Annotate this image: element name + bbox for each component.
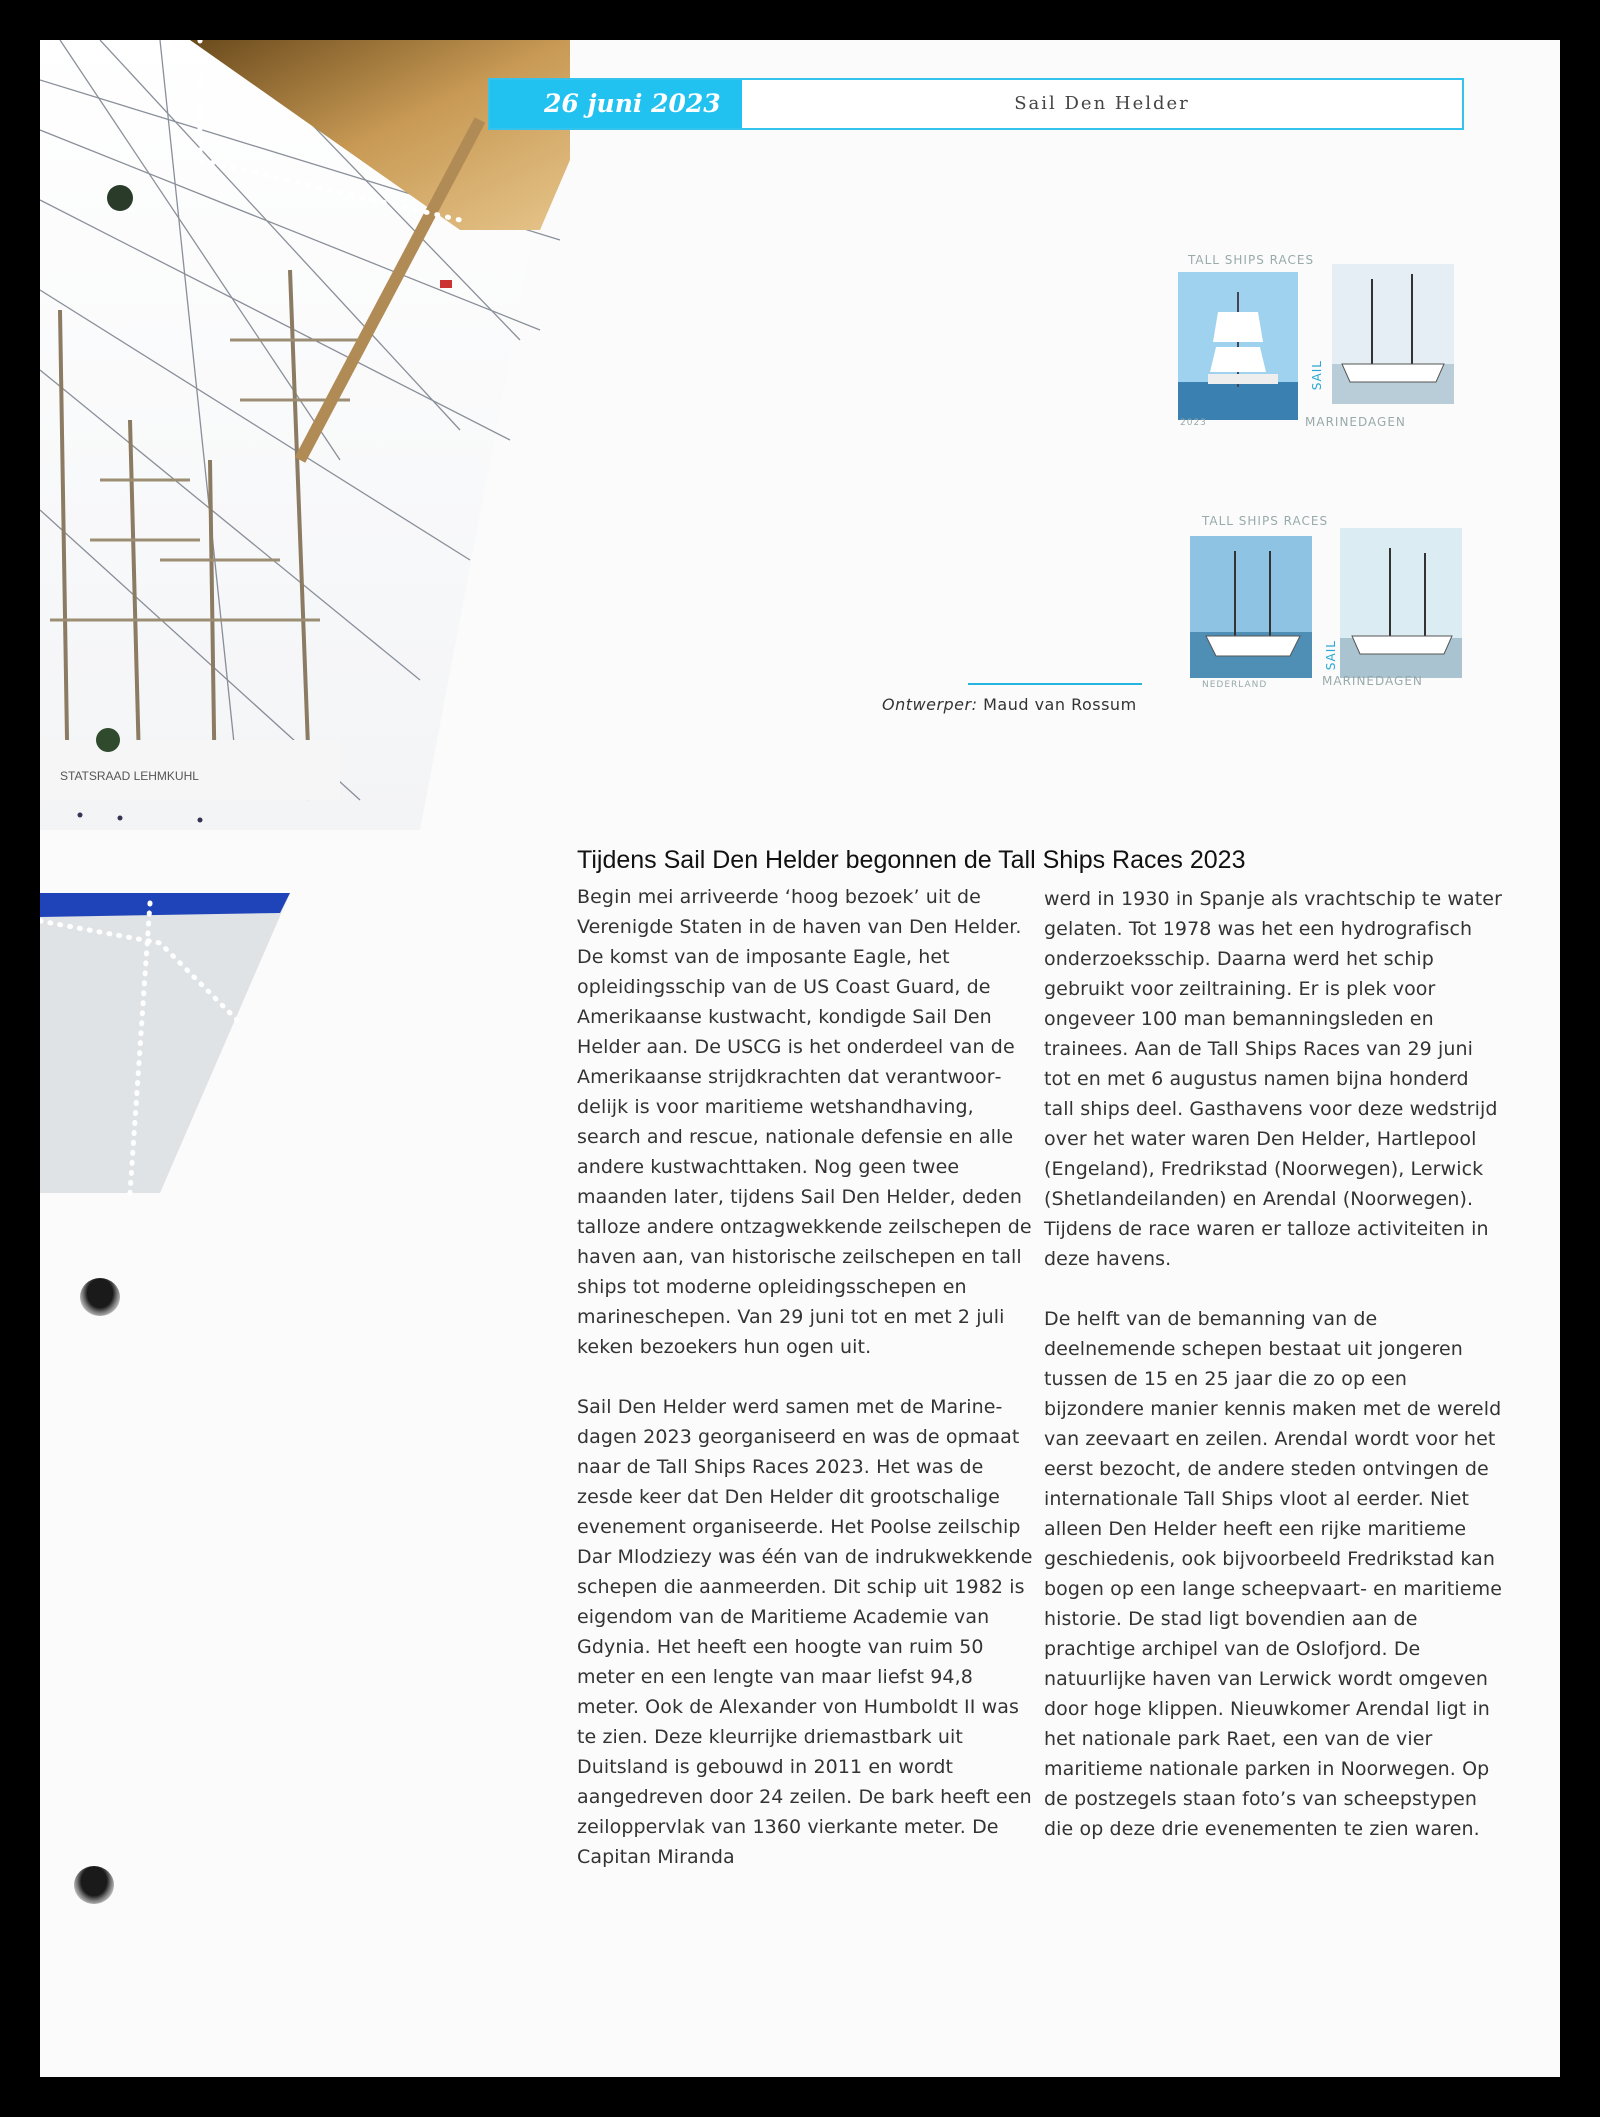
stamp-caption-bottom: MARINEDAGEN (1322, 674, 1423, 688)
article-paragraph: De helft van de bemanning van de deelnemende schepen bestaat uit jongeren tussen de 15 en 25 jaar die zo op een bijzondere manier kennis maken met de wereld van zeevaart en zeilen. Arendal wordt voor het eerst bezocht, de andere steden ontvingen de internationale Tall Ships vloot al eerder. Niet alleen Den Helder heeft een rijke maritieme geschiedenis, ook bijvoorbeeld Fredrikstad kan bogen op een lange scheepvaart- en maritieme historie. De stad ligt bovendien aan de prachtige archipel van de Oslofjord. De natuurlijke haven van Lerwick wordt omgeven door hoge klippen. Nieuwkomer Arendal ligt in het nationale park Raet, een van de vier maritieme nationale parken in Noorwegen. Op de postzegels staan foto’s van scheepstypen die op deze drie evenementen te zien waren. (1044, 1308, 1502, 1840)
article-column-right (1044, 884, 1504, 1874)
ship-rigging-photo (40, 40, 600, 830)
stamp-side-text: SAIL (1324, 640, 1338, 671)
stamp-year: 2023 (1180, 418, 1207, 428)
stamp (1340, 528, 1462, 678)
stamp (1190, 536, 1312, 678)
article-paragraph: werd in 1930 in Spanje als vrachtschip te water gelaten. Tot 1978 was het een hydrografisch onderzoeksschip. Daarna werd het schip gebruikt voor zeiltraining. Er is plek voor ongeveer 100 man bemanningsleden en trainees. Aan de Tall Ships Races van 29 juni tot en met 6 augustus namen bijna honderd tall ships deel. Gasthavens voor deze wedstrijd over het water waren Den Helder, Hartlepool (Engeland), Fredrikstad (Noorwegen), Lerwick (Shetlandeilanden) en Arendal (Noorwegen). Tijdens de race waren er talloze activiteiten in deze havens. (1044, 888, 1503, 1270)
article-title: Tijdens Sail Den Helder begonnen de Tall Ships Races 2023 (577, 846, 1246, 874)
stamp-caption-bottom: MARINEDAGEN (1305, 415, 1406, 429)
designer-divider (968, 683, 1142, 685)
designer-label: Ontwerper: (882, 695, 978, 714)
article-column-left (577, 882, 1037, 1902)
stamp-caption: TALL SHIPS RACES (1188, 253, 1315, 267)
stamp (1332, 264, 1454, 404)
stamp (1178, 272, 1298, 420)
page-title: Sail Den Helder (1014, 93, 1190, 114)
article-paragraph: Begin mei arriveerde ‘hoog bezoek’ uit de Verenigde Staten in de haven van Den Helder. De komst van de imposante Eagle, het opleidingsschip van de US Coast Guard, de Amerikaanse kustwacht, kondigde Sail Den Helder aan. De USCG is het onderdeel van de Amerikaanse strijdkrachten dat verantwoordelijk is voor maritieme wetshandhaving, search and rescue, nationale defensie en alle andere kustwachttaken. Nog geen twee maanden later, tijdens Sail Den Helder, deden talloze andere ontzagwekkende zeilschepen de haven aan, van historische zeilschepen en tall ships tot moderne opleidingsschepen en marineschepen. Van 29 juni tot en met 2 juli keken bezoekers hun ogen uit. (577, 886, 1032, 1358)
harbour-photo (40, 893, 290, 1203)
ship-name-text: STATSRAAD LEHMKUHL (60, 769, 199, 783)
article-paragraph: Sail Den Helder werd samen met de Marinedagen 2023 georganiseerd en was de opmaat naar de Tall Ships Races 2023. Het was de zesde keer dat Den Helder dit grootschalige evenement organiseerde. Het Poolse zeilschip Dar Mlodziezy was één van de indrukwekkende schepen die aanmeerden. Dit schip uit 1982 is eigendom van de Maritieme Academie van Gdynia. Het heeft een hoogte van ruim 50 meter en een lengte van maar liefst 94,8 meter. Ook de Alexander von Humboldt II was te zien. Deze kleurrijke driemastbark uit Duitsland is gebouwd in 2011 en wordt aangedreven door 24 zeilen. De bark heeft een zeiloppervlak van 1360 vierkante meter. De Capitan Miranda (577, 1396, 1033, 1868)
binder-hole (80, 1278, 120, 1316)
designer-credit (882, 695, 1182, 714)
stamp-side-text: SAIL (1310, 360, 1324, 391)
issue-date: 26 juni 2023 (490, 80, 742, 128)
album-page (40, 40, 1560, 2077)
page-header (488, 78, 1464, 130)
designer-name: Maud van Rossum (983, 695, 1137, 714)
binder-hole (74, 1866, 114, 1904)
stamp-caption: TALL SHIPS RACES (1202, 514, 1329, 528)
stamp-country: NEDERLAND (1202, 680, 1268, 690)
